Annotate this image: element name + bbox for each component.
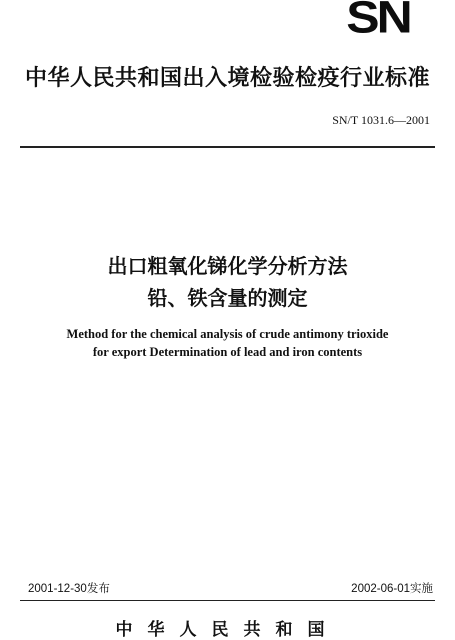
english-title-line-2: for export Determination of lead and iron contents <box>92 345 363 359</box>
sn-logo: SN <box>346 0 410 43</box>
english-title-line-1: Method for the chemical analysis of crude antimony trioxide <box>66 327 389 341</box>
standard-number: SN/T 1031.6—2001 <box>332 113 430 127</box>
issue-date: 2001-12-30发布 <box>28 583 110 595</box>
issuing-country: 中华人民共和国 <box>115 620 340 640</box>
chinese-title-line-1: 出口粗氧化锑化学分析方法 <box>107 254 348 278</box>
implementation-date: 2002-06-01实施 <box>351 583 433 595</box>
standard-category-title: 中华人民共和国出入境检验检疫行业标准 <box>24 66 430 91</box>
bottom-divider <box>20 600 435 601</box>
chinese-title-line-2: 铅、铁含量的测定 <box>147 286 308 310</box>
top-divider <box>20 146 435 148</box>
